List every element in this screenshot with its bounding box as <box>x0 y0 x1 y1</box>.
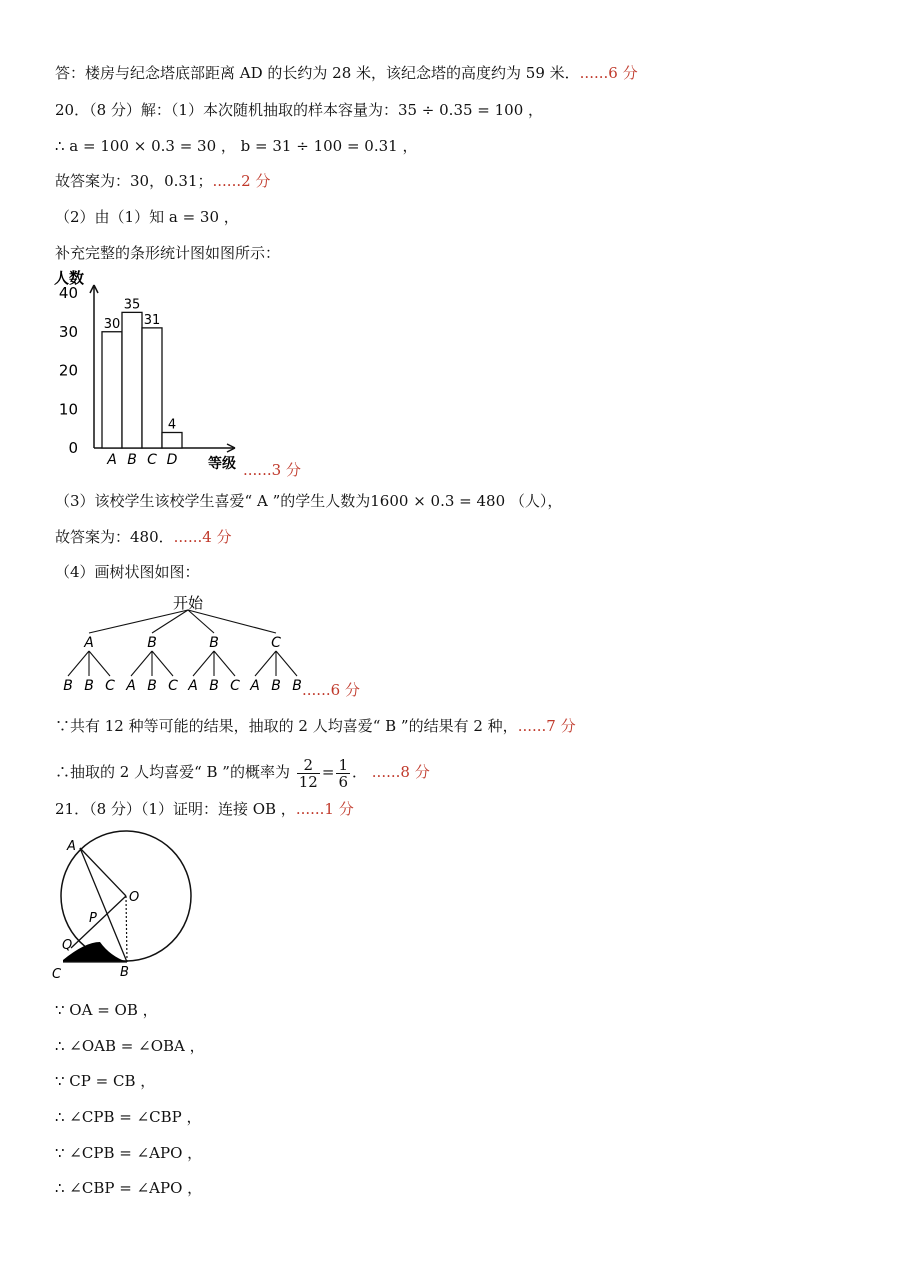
tree-level2-node: A <box>188 678 198 694</box>
q20-answer-1 <box>55 171 270 191</box>
y-tick-label: 30 <box>58 322 78 341</box>
data-label-c: 31 <box>143 312 161 328</box>
tree-level1-node: A <box>84 635 94 651</box>
tree-level2-node: B <box>292 678 302 694</box>
tree-level2-node: B <box>63 678 73 694</box>
tree-root-label: 开始 <box>172 594 204 612</box>
q20-part-2 <box>55 207 239 227</box>
probability-text: ∴抽取的 2 人均喜爱“ B ”的概率为 <box>55 763 290 781</box>
fraction-1-6 <box>336 757 350 790</box>
tree-level2-node: B <box>271 678 281 694</box>
data-label-d: 4 <box>167 417 177 433</box>
score-mark: ......6 分 <box>302 681 360 699</box>
bar-chart <box>50 265 250 475</box>
bar-a <box>102 332 122 448</box>
tree-branch <box>214 651 235 676</box>
label-b: B <box>120 965 129 980</box>
tree-branch <box>193 651 214 676</box>
answer-line-19 <box>55 63 638 83</box>
segment-ao <box>80 848 126 896</box>
proof-line-4: ∴ ∠CPB = ∠CBP ， <box>55 1108 202 1126</box>
answer-text: 故答案为：480． <box>55 528 174 546</box>
tree-branch <box>276 651 297 676</box>
tree-branch <box>152 651 173 676</box>
label-a: A <box>67 839 76 854</box>
geometry-figure <box>45 830 205 990</box>
numerator: 1 <box>338 755 348 774</box>
score-mark: ......6 分 <box>579 64 638 82</box>
tree-diagram <box>50 590 310 700</box>
data-label-b: 35 <box>123 297 141 313</box>
x-tick-label-a: A <box>107 452 117 468</box>
part-text: （3）该校学生该校学生喜爱“ A ”的学生人数为1600 × 0.3 = 480 （人）， <box>55 492 563 510</box>
fraction-2-12 <box>297 757 320 790</box>
tree-level2-node: A <box>250 678 260 694</box>
q20-part-3 <box>55 491 562 511</box>
tree-level1-node: B <box>147 635 157 651</box>
q20-probability <box>55 752 430 792</box>
score-mark: ......1 分 <box>295 800 354 818</box>
q20-chart-intro <box>55 243 280 263</box>
tree-branch <box>152 610 188 633</box>
denominator: 12 <box>298 772 318 791</box>
bar-d <box>162 433 182 449</box>
y-tick-label: 10 <box>58 400 78 419</box>
tree-branch <box>89 651 110 676</box>
numerator: 2 <box>297 757 320 774</box>
tree-level1-node: C <box>271 635 281 651</box>
tree-level2-node: B <box>84 678 94 694</box>
q21-header <box>55 799 354 819</box>
y-tick-label: 0 <box>68 439 78 457</box>
y-tick-label: 40 <box>58 284 78 302</box>
x-tick-label-c: C <box>147 452 157 468</box>
q20-sample-size <box>55 100 543 120</box>
x-axis-title: 等级 <box>208 456 236 472</box>
tree-branch <box>68 651 89 676</box>
score-mark: ......4 分 <box>173 528 232 546</box>
part-text: （4）画树状图如图： <box>55 563 200 581</box>
data-label-a: 30 <box>103 316 121 332</box>
q21-text: 21．（8 分）（1）证明：连接 OB ， <box>55 800 296 818</box>
period: ． <box>351 763 367 781</box>
label-p: P <box>89 911 97 926</box>
result-text: ∵共有 12 种等可能的结果，抽取的 2 人均喜爱“ B ”的结果有 2 种， <box>55 717 518 735</box>
label-q: Q <box>62 938 73 953</box>
proof-line-1: ∵ OA = OB ， <box>55 1001 158 1019</box>
tree-level1-node: B <box>209 635 219 651</box>
segment-ob-dashed <box>126 896 127 962</box>
denominator: 6 <box>338 772 348 791</box>
proof-line-3: ∵ CP = CB ， <box>55 1072 156 1090</box>
tree-branch <box>255 651 276 676</box>
shaded-region <box>63 942 127 962</box>
tree-branch <box>89 610 188 633</box>
tree-level2-node: B <box>147 678 157 694</box>
answer-text: 答：楼房与纪念塔底部距离 AD 的长约为 28 米，该纪念塔的高度约为 59 米． <box>55 64 580 82</box>
answer-text: 故答案为：30，0.31； <box>55 172 213 190</box>
score-mark: ......3 分 <box>243 461 301 479</box>
x-tick-label-b: B <box>127 452 137 468</box>
q20-a-b-values <box>55 136 417 156</box>
label-o: O <box>129 890 140 905</box>
y-tick-label: 20 <box>58 361 78 380</box>
tree-level2-node: C <box>230 678 240 694</box>
bar-c <box>142 328 162 448</box>
label-c: C <box>52 967 62 982</box>
y-axis-title: 人数 <box>54 269 85 287</box>
tree-branch <box>131 651 152 676</box>
q20-part-4 <box>55 562 200 582</box>
score-mark: ......2 分 <box>212 172 271 190</box>
tree-level2-node: A <box>126 678 136 694</box>
tree-level2-node: B <box>209 678 219 694</box>
intro-text: 补充完整的条形统计图如图所示： <box>55 244 281 262</box>
calc-text: ∴ a = 100 × 0.3 = 30 ， b = 31 ÷ 100 = 0.31 ， <box>55 137 418 155</box>
proof-line-6: ∴ ∠CBP = ∠APO ， <box>55 1179 203 1197</box>
q20-answer-3 <box>55 527 232 547</box>
equals-sign: = <box>321 763 335 781</box>
score-mark: ......8 分 <box>371 763 430 781</box>
x-tick-label-d: D <box>166 452 178 468</box>
tree-level2-node: C <box>168 678 178 694</box>
q20-text: 20．（8 分）解：（1）本次随机抽取的样本容量为：35 ÷ 0.35 = 100 ， <box>55 101 544 119</box>
q20-result-count <box>55 716 576 736</box>
tree-level2-node: C <box>105 678 115 694</box>
part-text: （2）由（1）知 a = 30 ， <box>55 208 239 226</box>
score-mark: ......7 分 <box>517 717 576 735</box>
proof-line-2: ∴ ∠OAB = ∠OBA ， <box>55 1037 205 1055</box>
bar-b <box>122 312 142 448</box>
proof-line-5: ∵ ∠CPB = ∠APO ， <box>55 1144 203 1162</box>
